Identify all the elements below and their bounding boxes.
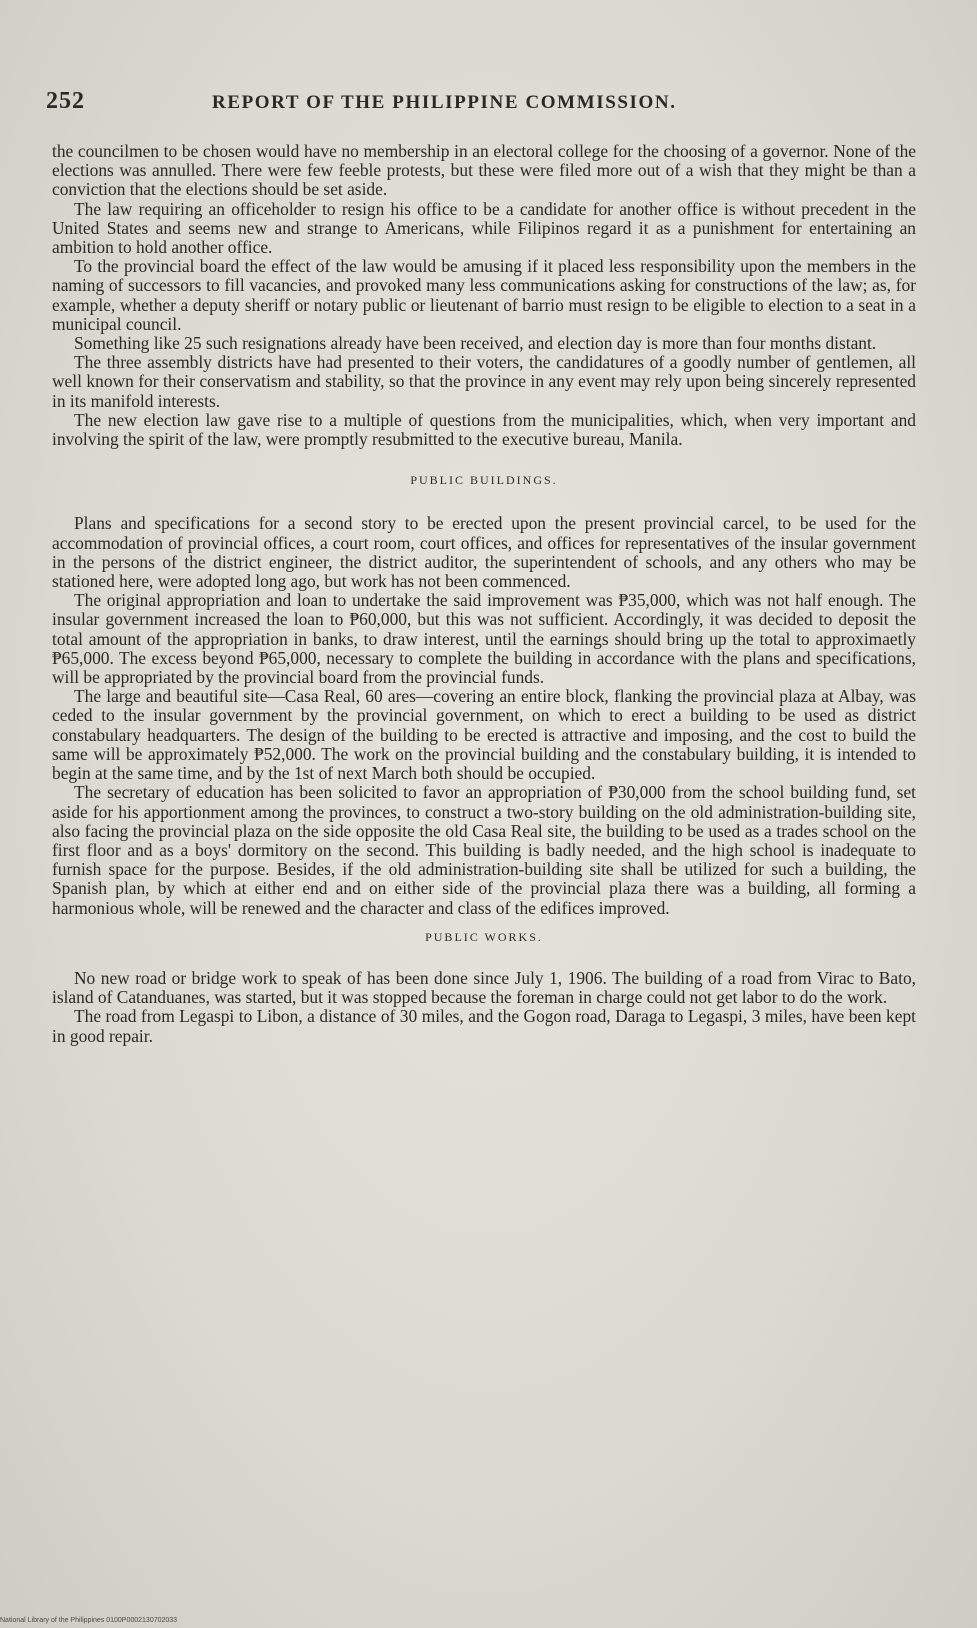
paragraph: Plans and specifications for a second story to be erected upon the present provincial carcel, to be used for the accommodation of provincial offices, a court room, court offices, and offices for representatives of the insular government in the persons of the district engineer, the district auditor, the superintendent of schools, and any others who may be stationed here, were adopted long ago, but work has not been commenced. — [52, 513, 916, 592]
paragraph: The three assembly districts have had presented to their voters, the candidatures of a goodly number of gentlemen, all well known for their conservatism and stability, so that the province in any event may rely upon being sincerely represented in its manifold interests. — [52, 352, 916, 411]
paragraph: No new road or bridge work to speak of has been done since July 1, 1906. The building of a road from Virac to Bato, island of Catanduanes, was started, but it was stopped because the foreman in charge could not get labor to do the work. — [52, 967, 916, 1008]
scan-footer: National Library of the Philippines 0100P0002130702033 — [0, 1617, 178, 1624]
paragraph: To the provincial board the effect of the law would be amusing if it placed less responsibility upon the members in the naming of successors to fill vacancies, and provoked many less communications asking for constructions of the law; as, for example, whether a deputy sheriff or notary public or lieutenant of barrio must resign to be eligible to election to a seat in a municipal council. — [52, 256, 916, 334]
running-head: REPORT OF THE PHILIPPINE COMMISSION. — [212, 92, 677, 113]
page-number: 252 — [46, 88, 85, 114]
paragraph: the councilmen to be chosen would have no membership in an electoral college for the choosing of a governor. None of the elections was annulled. There were few feeble protests, but these were filed more out of a wish that they might be than a conviction that the elections should be set aside. — [52, 141, 916, 200]
paragraph: The large and beautiful site—Casa Real, 60 ares—covering an entire block, flanking the provincial plaza at Albay, was ceded to the insular government by the provincial government, on which to erect a building to be used as district constabulary headquarters. The design of the building to be erected is attractive and imposing, and the cost to build the same will be approximately ₱52,000. The work on the provincial building and the constabulary building, it is intended to begin at the same time, and by the 1st of next March both should be occupied. — [52, 686, 916, 784]
paragraph: The law requiring an officeholder to resign his office to be a candidate for another office is without precedent in the United States and seems new and strange to Americans, while Filipinos regard it as a punishment for entertaining an ambition to hold another office. — [52, 198, 916, 258]
paragraph: The new election law gave rise to a multiple of questions from the municipalities, which, when very important and involving the spirit of the law, were promptly resubmitted to the executive bureau, Manila. — [52, 409, 916, 450]
page-body — [52, 142, 916, 1046]
paragraph: Something like 25 such resignations already have been received, and election day is more than four months distant. — [74, 333, 877, 354]
paragraph: The road from Legaspi to Libon, a distance of 30 miles, and the Gogon road, Daraga to Legaspi, 3 miles, have been kept in good repair. — [52, 1006, 916, 1046]
paragraph: The secretary of education has been solicited to favor an appropriation of ₱30,000 from the school building fund, set aside for his apportionment among the provinces, to construct a two-story building on the old administration-building site, also facing the provincial plaza on the side opposite the old Casa Real site, the building to be used as a trades school on the first floor and as a boys' dormitory on the second. This building is badly needed, and the high school is inadequate to furnish space for the purpose. Besides, if the old administration-building site shall be utilized for such a building, the Spanish plan, by which at either end and on either side of the provincial plaza there was a building, all forming a harmonious whole, will be renewed and the character and class of the edifices improved. — [52, 782, 916, 918]
paragraph: The original appropriation and loan to undertake the said improvement was ₱35,000, which was not half enough. The insular government increased the loan to ₱60,000, but this was not sufficient. Accordingly, it was decided to deposit the total amount of the appropriation in banks, to draw interest, until the earnings should bring up the total to approximaetly ₱65,000. The excess beyond ₱65,000, necessary to complete the building in accordance with the plans and specifications, will be appropriated by the provincial board from the provincial funds. — [52, 590, 916, 688]
section-heading-public-buildings: PUBLIC BUILDINGS. — [410, 473, 558, 488]
page-header — [46, 88, 926, 122]
section-heading-public-works: PUBLIC WORKS. — [425, 929, 543, 944]
